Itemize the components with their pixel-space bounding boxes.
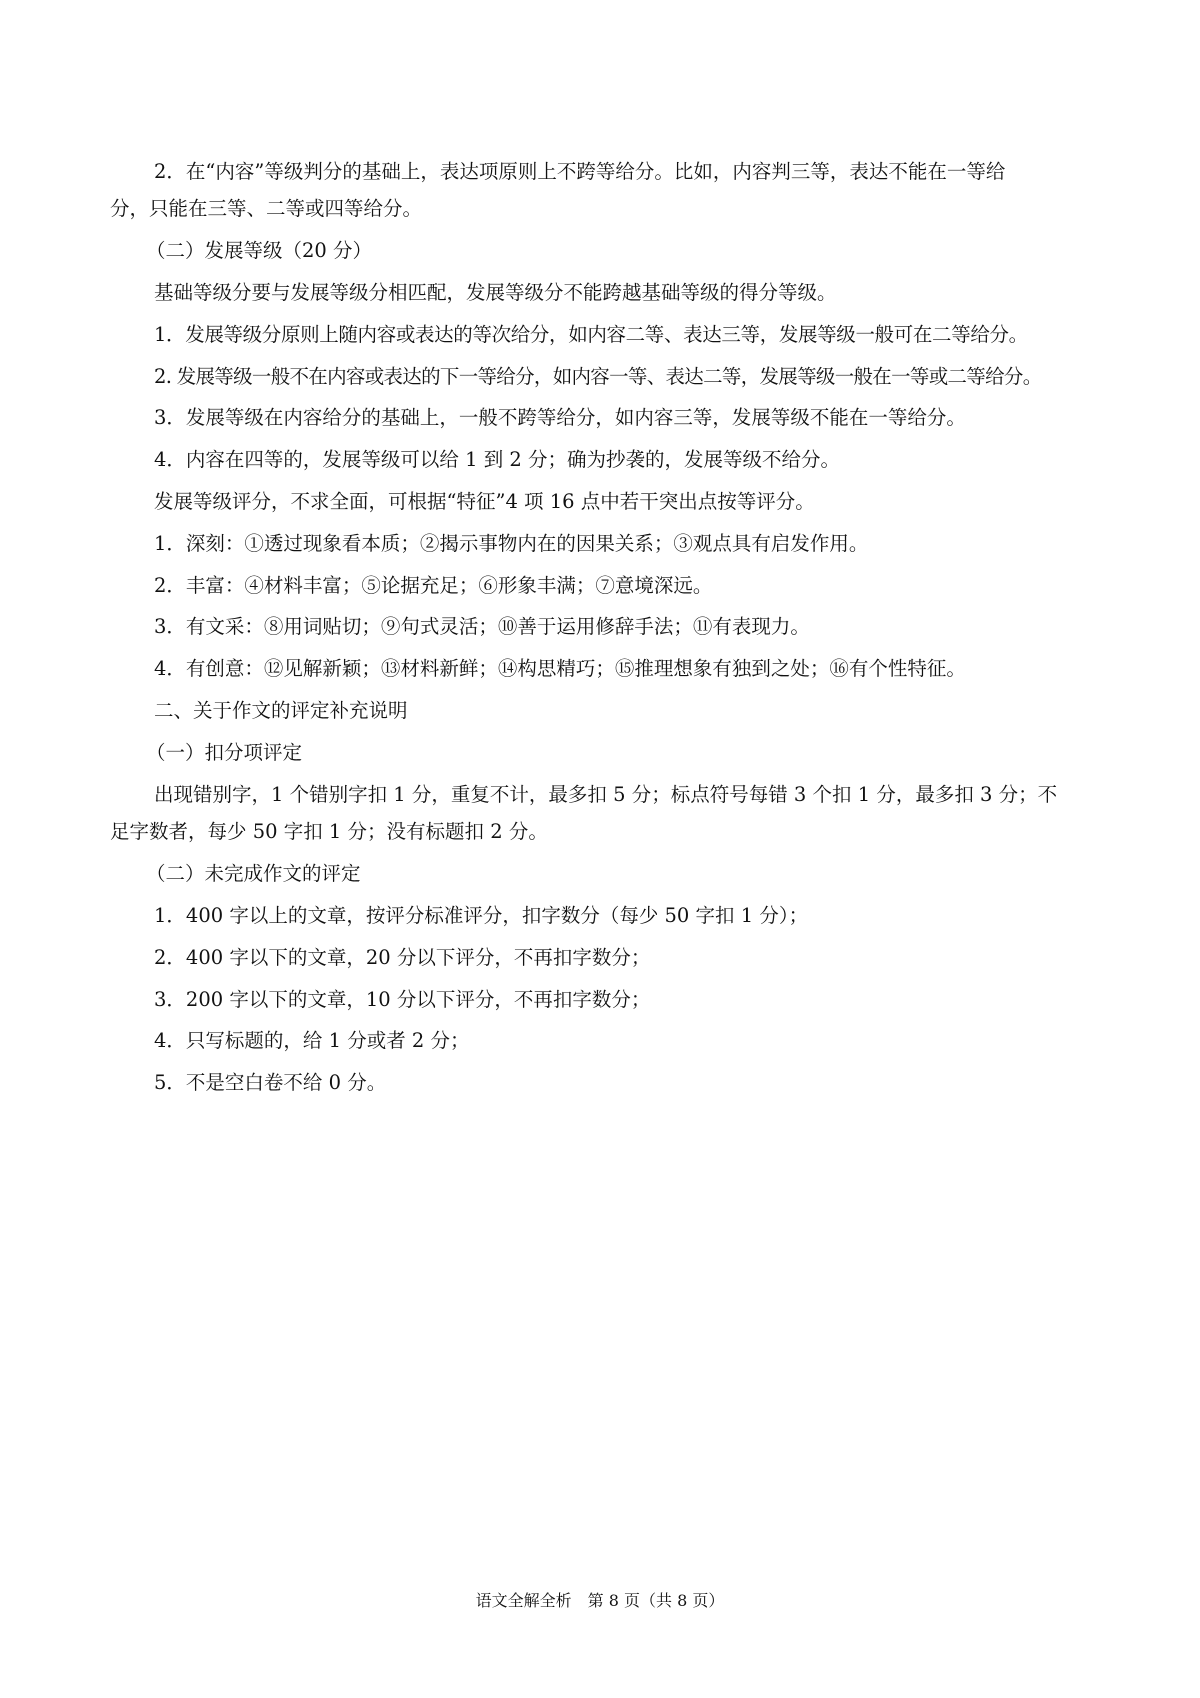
paragraph-line-4: 基础等级分要与发展等级分相匹配，发展等级分不能跨越基础等级的得分等级。 (154, 281, 837, 304)
list-item-dev-4: 4．内容在四等的，发展等级可以给 1 到 2 分；确为抄袭的，发展等级不给分。 (154, 448, 841, 471)
list-item-unfinished-1: 1．400 字以上的文章，按评分标准评分，扣字数分（每少 50 字扣 1 分）； (154, 904, 809, 927)
list-item-unfinished-2: 2．400 字以下的文章，20 分以下评分，不再扣字数分； (154, 946, 651, 969)
section-heading-development: （二）发展等级（20 分） (146, 239, 373, 262)
feature-item-4: 4．有创意：⑫见解新颖；⑬材料新鲜；⑭构思精巧；⑮推理想象有独到之处；⑯有个性特征。 (154, 657, 966, 680)
page-footer: 语文全解全析 第 8 页（共 8 页） (475, 1591, 725, 1610)
paragraph-line-2: 分，只能在三等、二等或四等给分。 (110, 197, 423, 220)
paragraph-line-17: 足字数者，每少 50 字扣 1 分；没有标题扣 2 分。 (110, 820, 548, 843)
list-item-dev-2: 2. 发展等级一般不在内容或表达的下一等给分，如内容一等、表达二等，发展等级一般在一等或二等给分。 (154, 365, 1042, 388)
list-item-unfinished-5: 5．不是空白卷不给 0 分。 (154, 1071, 387, 1094)
list-item-dev-1: 1．发展等级分原则上随内容或表达的等次给分，如内容二等、表达三等，发展等级一般可在二等给分。 (154, 323, 1028, 346)
list-item-dev-3: 3．发展等级在内容给分的基础上，一般不跨等给分，如内容三等，发展等级不能在一等给分。 (154, 406, 966, 429)
feature-item-1: 1．深刻：①透过现象看本质；②揭示事物内在的因果关系；③观点具有启发作用。 (154, 532, 869, 555)
list-item-unfinished-3: 3．200 字以下的文章，10 分以下评分，不再扣字数分； (154, 988, 651, 1011)
section-heading-unfinished: （二）未完成作文的评定 (146, 862, 361, 885)
paragraph-line-9: 发展等级评分，不求全面，可根据“特征”4 项 16 点中若干突出点按等评分。 (154, 490, 815, 513)
section-heading-supplement: 二、关于作文的评定补充说明 (154, 699, 408, 722)
paragraph-line-1: 2．在“内容”等级判分的基础上，表达项原则上不跨等给分。比如，内容判三等，表达不能在一等给 (154, 160, 1006, 183)
section-heading-deduction: （一）扣分项评定 (146, 741, 303, 764)
feature-item-2: 2．丰富：④材料丰富；⑤论据充足；⑥形象丰满；⑦意境深远。 (154, 574, 713, 597)
feature-item-3: 3．有文采：⑧用词贴切；⑨句式灵活；⑩善于运用修辞手法；⑪有表现力。 (154, 615, 810, 638)
paragraph-line-16: 出现错别字，1 个错别字扣 1 分，重复不计，最多扣 5 分；标点符号每错 3 个扣 1 分，最多扣 3 分；不 (154, 783, 1058, 806)
list-item-unfinished-4: 4．只写标题的，给 1 分或者 2 分； (154, 1029, 470, 1052)
